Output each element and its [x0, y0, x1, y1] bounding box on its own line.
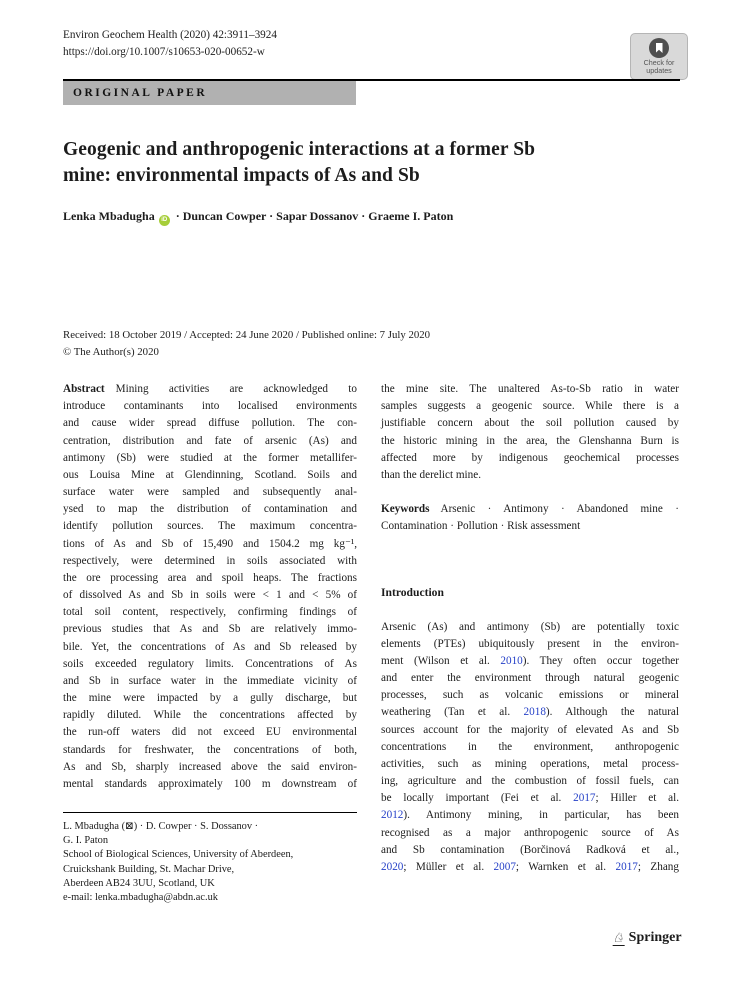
author-line: [63, 209, 683, 226]
text-line: [63, 820, 357, 834]
text-line: [381, 415, 679, 432]
text-run: Cruickshank Building, St. Machar Drive,: [63, 863, 235, 875]
abstract-right-continuation: [381, 381, 679, 484]
text-run: Keywords: [381, 503, 430, 516]
text-run: standards for freshwater, the concentrations of both,: [63, 743, 357, 756]
text-run: ing, agriculture and the combustion of fossil fuels, can: [381, 775, 679, 788]
crossmark-icon: [649, 38, 669, 58]
text-run: tions of As and Sb of 15,490 and 1504.2 mg kg⁻¹,: [63, 537, 357, 550]
text-line: [63, 553, 357, 570]
text-line: [63, 891, 357, 905]
text-run: the historic mining in the area, the Glenshanna Burn is: [381, 434, 679, 447]
received-accepted-published: Received: 18 October 2019 / Accepted: 24 June 2020 / Published online: 7 July 2020: [63, 329, 431, 341]
text-run: be locally important (Fei et al.: [381, 792, 574, 805]
citation-link[interactable]: 2017: [573, 792, 596, 805]
text-line: [381, 773, 679, 790]
text-run: the mine were impacted by a gully discharge, but: [63, 692, 357, 705]
article-dates: [63, 327, 683, 360]
corresponding-author-footnote: [63, 820, 357, 905]
text-line: [381, 756, 679, 773]
text-line: [381, 398, 679, 415]
text-line: [63, 742, 357, 759]
badge-label-line1: Check for: [643, 58, 675, 67]
text-run: than the derelict mine.: [381, 468, 482, 481]
text-run: soils exceeded regulatory limits. Concentrations of As: [63, 657, 357, 670]
footnote-divider: [63, 812, 357, 813]
text-run: processes, such as volcanic emissions or mineral: [381, 689, 679, 702]
text-line: [381, 653, 679, 670]
text-line: [381, 636, 679, 653]
text-run: total soil content, respectively, confirming findings of: [63, 606, 357, 619]
introduction-paragraph: [381, 619, 679, 877]
text-run: School of Biological Sciences, University of Aberdeen,: [63, 849, 294, 861]
text-run: Aberdeen AB24 3UU, Scotland, UK: [63, 877, 215, 889]
text-run: rapidly diluted. While the concentrations affected by: [63, 709, 357, 722]
text-line: [63, 381, 357, 398]
text-line: [63, 501, 357, 518]
text-run: respectively, were determined in soils associated with: [63, 554, 357, 567]
text-run: elements (PTEs) ubiquitously present in the environ-: [381, 637, 679, 650]
text-run: antimony (Sb) were studied at the former metallifer-: [63, 451, 357, 464]
email-link[interactable]: lenka.mbadugha@abdn.ac.uk: [95, 892, 218, 904]
citation-link[interactable]: 2012: [381, 809, 404, 822]
text-run: justifiable concern about the soil pollution caused by: [381, 417, 679, 430]
text-run: ; Hiller et al.: [595, 792, 679, 805]
text-line: [381, 825, 679, 842]
text-line: [63, 518, 357, 535]
text-line: [63, 639, 357, 656]
text-run: identify pollution sources. The maximum concentra-: [63, 520, 357, 533]
text-line: [63, 433, 357, 450]
text-line: [63, 848, 357, 862]
text-line: [63, 863, 357, 877]
text-run: surface water were sampled and subsequently anal-: [63, 486, 357, 499]
text-line: [381, 433, 679, 450]
article-type-label: ORIGINAL PAPER: [73, 87, 208, 99]
text-run: samples suggests a geogenic source. While there is a: [381, 400, 679, 413]
text-line: [63, 536, 357, 553]
text-run: ous Louisa Mine at Glendinning, Scotland. Soils and: [63, 468, 357, 481]
text-run: introduce contaminants into localised environments: [63, 400, 357, 413]
journal-reference: Environ Geochem Health (2020) 42:3911–3924: [63, 29, 277, 41]
citation-link[interactable]: 2007: [493, 860, 516, 873]
text-run: previous studies that As and Sb are relatively immo-: [63, 623, 357, 636]
author-rest: · Duncan Cowper · Sapar Dossanov · Graeme I. Paton: [172, 209, 454, 223]
text-line: [381, 518, 679, 535]
text-line: [381, 687, 679, 704]
text-line: [63, 604, 357, 621]
text-line: [381, 501, 679, 518]
text-line: [63, 398, 357, 415]
text-line: [63, 467, 357, 484]
text-line: [381, 381, 679, 398]
text-run: G. I. Paton: [63, 835, 109, 847]
text-line: [63, 415, 357, 432]
text-run: e-mail:: [63, 892, 96, 904]
text-run: and Sb contamination (Borčinová Radková et al.,: [381, 843, 679, 856]
text-run: Contamination · Pollution · Risk assessment: [381, 520, 581, 533]
text-run: and Sb in surface water in the immediate vicinity of: [63, 674, 357, 687]
text-run: of dissolved As and Sb in soils were < 1 and < 5% of: [63, 589, 357, 602]
text-run: Arsenic · Antimony · Abandoned mine ·: [440, 503, 679, 516]
text-run: and enter the environment through natural geogenic: [381, 672, 679, 685]
text-line: [381, 807, 679, 824]
text-line: [63, 759, 357, 776]
text-line: [63, 450, 357, 467]
text-line: [381, 739, 679, 756]
text-run: bile. Yet, the concentrations of As and Sb released by: [63, 640, 357, 653]
paper-title: [63, 137, 683, 189]
text-line: [381, 790, 679, 807]
text-run: recognised as a major anthropogenic source of As: [381, 826, 679, 839]
text-line: [63, 834, 357, 848]
text-run: and cause wider spread diffuse pollution. The con-: [63, 417, 357, 430]
text-run: ment (Wilson et al.: [381, 654, 501, 667]
citation-link[interactable]: 2018: [523, 706, 546, 719]
citation-link[interactable]: 2010: [500, 654, 523, 667]
citation-link[interactable]: 2017: [615, 860, 638, 873]
text-line: [63, 673, 357, 690]
text-run: activities, such as mining operations, metal process-: [381, 757, 679, 770]
page-header: [63, 27, 277, 60]
text-run: L. Mbadugha (⊠) · D. Cowper · S. Dossanov ·: [63, 821, 259, 832]
right-column: [381, 381, 679, 876]
text-line: [381, 842, 679, 859]
text-run: Mining activities are acknowledged to: [115, 383, 357, 395]
text-line: [63, 690, 357, 707]
text-line: [63, 656, 357, 673]
text-line: [381, 859, 679, 876]
text-run: sources account for the majority of elevated As and Sb: [381, 723, 679, 736]
title-line-2: mine: environmental impacts of As and Sb: [63, 165, 420, 186]
text-line: [63, 570, 357, 587]
text-run: ; Müller et al.: [403, 860, 494, 873]
publisher-name: Springer: [628, 930, 682, 945]
text-run: the mine site. The unaltered As-to-Sb ratio in water: [381, 383, 679, 395]
section-heading-introduction: Introduction: [381, 586, 444, 600]
text-line: [63, 877, 357, 891]
text-run: concentrations in the environment, anthropogenic: [381, 740, 679, 753]
author-first: Lenka Mbadugha: [63, 209, 155, 223]
text-run: ; Zhang: [637, 860, 679, 873]
text-run: ). They often occur together: [522, 654, 679, 667]
text-run: mental standards approximately 100 m downstream of: [63, 777, 357, 790]
text-run: ). Antimony mining, in particular, has been: [403, 809, 679, 822]
text-line: [63, 724, 357, 741]
text-line: [381, 704, 679, 721]
check-for-updates-badge[interactable]: [630, 33, 688, 80]
citation-link[interactable]: 2020: [381, 860, 404, 873]
text-line: [381, 450, 679, 467]
text-line: [63, 587, 357, 604]
text-run: Abstract: [63, 383, 105, 395]
springer-horse-icon: ♘: [613, 929, 625, 945]
badge-label-line2: updates: [646, 66, 672, 75]
springer-logo: [613, 930, 682, 946]
text-run: centration, distribution and fate of arsenic (As) and: [63, 434, 357, 447]
text-run: ; Warnken et al.: [515, 860, 616, 873]
text-run: ). Although the natural: [545, 706, 679, 719]
text-run: Arsenic (As) and antimony (Sb) are potentially toxic: [381, 620, 679, 633]
text-line: [381, 467, 679, 484]
text-line: [381, 722, 679, 739]
text-line: [63, 621, 357, 638]
text-line: [63, 484, 357, 501]
text-run: affected more by indigenous geochemical processes: [381, 451, 679, 464]
text-line: [63, 776, 357, 793]
doi-link[interactable]: https://doi.org/10.1007/s10653-020-00652-w: [63, 45, 265, 58]
text-run: the ore processing area and spoil heaps. The fractions: [63, 571, 357, 584]
text-line: [381, 670, 679, 687]
copyright-line: © The Author(s) 2020: [63, 345, 159, 358]
text-line: [63, 707, 357, 724]
text-run: ysed to map the distribution of contamination and: [63, 503, 357, 516]
text-run: the run-off waters did not exceed EU environmental: [63, 726, 357, 739]
text-line: [381, 619, 679, 636]
abstract-left-column: [63, 381, 357, 793]
text-run: As and Sb, sharply increased above the said environ-: [63, 760, 357, 773]
text-run: weathering (Tan et al.: [381, 706, 524, 719]
orcid-icon[interactable]: iD: [159, 215, 170, 226]
title-line-1: Geogenic and anthropogenic interactions at a former Sb: [63, 139, 536, 160]
keywords-block: [381, 501, 679, 535]
article-type-banner: [63, 79, 680, 105]
